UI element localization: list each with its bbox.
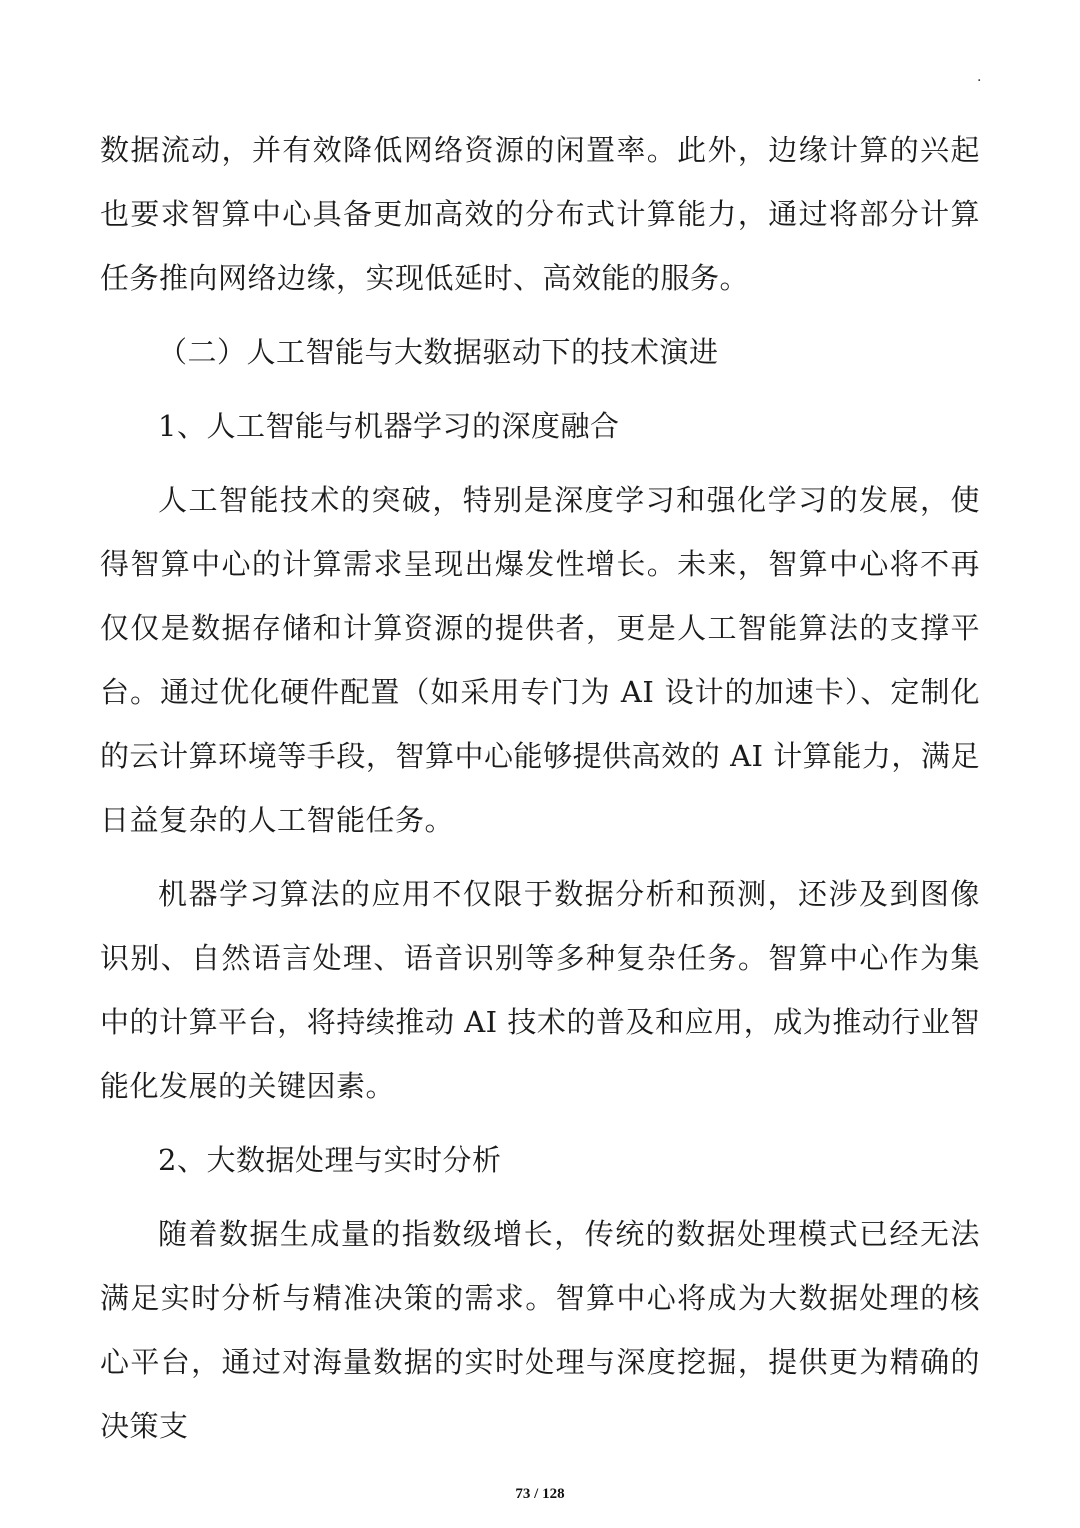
subheading-big-data: 2、大数据处理与实时分析 xyxy=(158,1143,502,1177)
subheading-ai-ml: 1、人工智能与机器学习的深度融合 xyxy=(158,409,620,443)
paragraph-continued: 数据流动，并有效降低网络资源的闲置率。此外，边缘计算的兴起也要求智算中心具备更加高效的分布式计算能力，通过将部分计算任务推向网络边缘，实现低延时、高效能的服务。 xyxy=(100,133,980,295)
paragraph-big-data: 随着数据生成量的指数级增长，传统的数据处理模式已经无法满足实时分析与精准决策的需求。智算中心将成为大数据处理的核心平台，通过对海量数据的实时处理与深度挖掘，提供更为精确的决策支 xyxy=(100,1217,980,1443)
paragraph-ai: 人工智能技术的突破，特别是深度学习和强化学习的发展，使得智算中心的计算需求呈现出爆发性增长。未来，智算中心将不再仅仅是数据存储和计算资源的提供者，更是人工智能算法的支撑平台。通过优化硬件配置（如采用专门为 AI 设计的加速卡）、定制化的云计算环境等手段，智算中心能够提供高效的 AI 计算能力，满足日益复杂的人工智能任务。 xyxy=(100,483,980,837)
section-heading: （二）人工智能与大数据驱动下的技术演进 xyxy=(158,335,719,369)
paragraph-ml: 机器学习算法的应用不仅限于数据分析和预测，还涉及到图像识别、自然语言处理、语音识别等多种复杂任务。智算中心作为集中的计算平台，将持续推动 AI 技术的普及和应用，成为推动行业智能化发展的关键因素。 xyxy=(100,877,980,1103)
corner-mark: · xyxy=(977,73,982,89)
document-body xyxy=(100,118,980,1458)
page-number: 73 / 128 xyxy=(515,1486,565,1502)
